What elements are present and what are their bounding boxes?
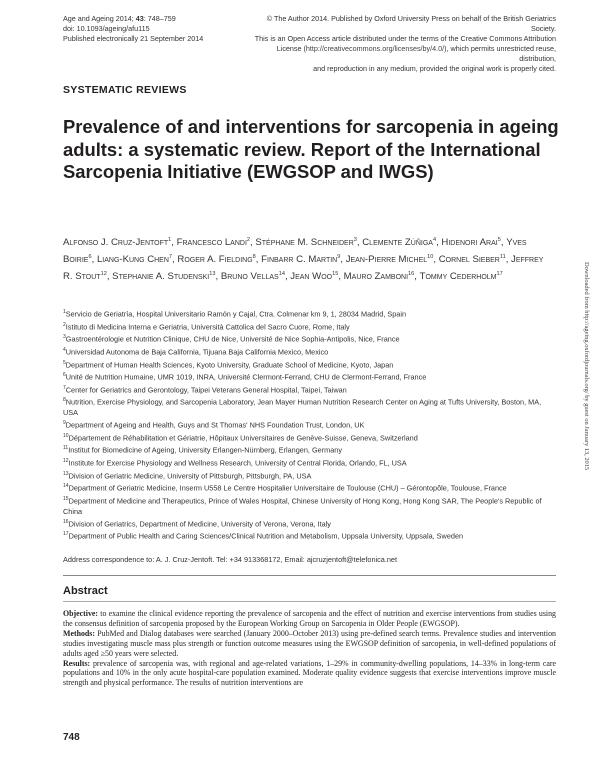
affiliation-item: $^{15}$Department of Medicine and Therapeutics, Prince of Wales Hospital, Chinese University of Hong Kong, Hong Kong SAR, The People's Republic of China [63, 495, 542, 516]
download-watermark: Downloaded from http://ageing.oxfordjournals.org/ by guest on January 13, 2015 [583, 262, 590, 471]
author-name: Jeffrey R. Stout [63, 254, 544, 283]
journal-citation: Age and Ageing 2014; 43: 748–759 [63, 14, 176, 23]
author-affiliation-ref: 5 [497, 237, 501, 243]
author-affiliation-ref: 12 [100, 271, 107, 278]
author-affiliation-ref: 15 [332, 271, 339, 278]
author-name: Alfonso J. Cruz-Jentoft [63, 237, 169, 249]
download-link[interactable]: http://ageing.oxfordjournals.org/ [583, 310, 590, 394]
author-affiliation-ref: 8 [252, 254, 256, 261]
author-name: Mauro Zamboni [343, 271, 409, 283]
author-name: Jean Woo [290, 271, 333, 283]
author-name: Yves Boirie [63, 237, 527, 266]
author-name: Finbarr C. Martin [261, 254, 338, 266]
author-affiliation-ref: 14 [278, 271, 285, 278]
published-date: Published electronically 21 September 2014 [63, 34, 204, 43]
author-name: Stéphane M. Schneider [255, 237, 354, 249]
abstract-objective: Objective: to examine the clinical evidence reporting the prevalence of sarcopenia and the effect of nutrition and exercise interventions from studies using the consensus definition of sarcopenia proposed by the European Working Group on Sarcopenia in Older People (EWGSOP). [63, 609, 556, 628]
author-affiliation-ref: 7 [168, 254, 173, 261]
author-affiliation-ref: 1 [168, 237, 172, 243]
affiliation-list [63, 307, 555, 542]
author-affiliation-ref: 17 [496, 271, 503, 278]
author-name: Francesco Landi [176, 237, 247, 249]
author-name: Bruno Vellas [220, 271, 279, 283]
affiliation-item: $^8$Nutrition, Exercise Physiology, and Sarcopenia Laboratory, Jean Mayer Human Nutrition Research Center on Aging at Tufts University, Boston, MA, USA [63, 397, 542, 417]
affiliation-item: $^2$Istituto di Medicina Interna e Geriatria, Università Cattolica del Sacro Cuore, Rome, Italy [63, 321, 350, 332]
affiliation-item: $^{11}$Institut for Biomedicine of Ageing, University Erlangen-Nürnberg, Erlangen, Germany [63, 445, 342, 455]
author-list: Alfonso J. Cruz-Jentoft$^1$, Francesco Landi$^2$, Stéphane M. Schneider$^3$, Clemente Zúñiga$^4$, Hidenori Arai$^5$, Yves Boirie$^6$, Liang-Kung Chen$^7$, Roger A. Fielding$^8$, Finbarr C. Martin$^9$, Jean-Pierre Michel$^{10}$, Cornel Sieber$^{11}$, Jeffrey R. Stout$^{12}$, Stephanie A. Studenski$^{13}$, Bruno Vellas$^{14}$, Jean Woo$^{15}$, Mauro Zamboni$^{16}$, Tommy Cederholm$^{17}$ [63, 237, 544, 283]
article-title: Prevalence of and interventions for sarcopenia in ageing adults: a systematic review. Report of the International Sarcopenia Initiative (EWGSOP and IWGS) [63, 116, 559, 182]
affiliation-item: $^7$Center for Geriatrics and Gerontology, Taipei Veterans General Hospital, Taipei, Taiwan [63, 384, 347, 395]
abstract-results: Results: prevalence of sarcopenia was, with regional and age-related variations, 1–29% in community-dwelling populations, 14–33% in long-term care populations and 10% in the only acute hospital-care population examined. Moderate quality evidence suggests that exercise interventions improve muscle strength and physical performance. The results of nutrition interventions are [63, 658, 556, 688]
section-label: SYSTEMATIC REVIEWS [63, 84, 187, 96]
author-name: Roger A. Fielding [177, 254, 253, 266]
affiliation-item: $^3$Gastroentérologie et Nutrition Clinique, CHU de Nice, Université de Nice Sophia-Antipolis, Nice, France [63, 334, 400, 344]
author-affiliation-ref: 2 [246, 237, 251, 243]
doi: doi: 10.1093/ageing/afu115 [63, 24, 150, 33]
author-name: Clemente Zúñiga [362, 237, 433, 249]
copyright-notice: © The Author 2014. Published by Oxford University Press on behalf of the British Geriatrics Society. This is an Open Access article distributed under the terms of the Creative Commons Attribution License (http://creativecommons.org/licenses/by/4.0/), which permits unrestricted reuse, distribution, and reproduction in any medium, provided the original work is properly cited. [254, 14, 556, 73]
affiliation-item: $^{13}$Division of Geriatric Medicine, University of Pittsburgh, Pittsburgh, PA, USA [63, 470, 312, 481]
author-affiliation-ref: 9 [337, 254, 341, 261]
abstract-methods: Methods: PubMed and Dialog databases were searched (January 2000–October 2013) using pre-defined search terms. Prevalence studies and intervention studies investigating muscle mass plus strength or function outcome measures using the EWGSOP definition of sarcopenia, in well-defined populations of adults aged ≥50 years were selected. [63, 628, 556, 658]
affiliation-item: $^6$Unité de Nutrition Humaine, UMR 1019, INRA, Université Clermont-Ferrand, CHU de Clermont-Ferrand, France [63, 372, 427, 382]
affiliation-item: $^9$Department of Ageing and Health, Guys and St Thomas' NHS Foundation Trust, London, UK [63, 420, 365, 430]
abstract-heading: Abstract [63, 585, 108, 597]
author-affiliation-ref: 13 [209, 271, 216, 278]
author-affiliation-ref: 16 [408, 271, 415, 278]
author-affiliation-ref: 4 [432, 237, 437, 243]
abstract-body [63, 609, 556, 688]
affiliation-item: $^{10}$Département de Réhabilitation et Gériatrie, Hôpitaux Universitaires de Genève-Suisse, Geneva, Switzerland [63, 432, 418, 443]
journal-header-left [63, 14, 233, 44]
author-affiliation-ref: 3 [353, 237, 357, 243]
affiliation-item: $^{14}$Department of Geriatric Medicine, Inserm U558 Le Centre Hospitalier Universitaire de Toulouse (CHU) – Gérontopôle, Toulouse, France [63, 483, 507, 493]
author-affiliation-ref: 6 [88, 254, 92, 261]
author-name: Tommy Cederholm [419, 271, 497, 283]
author-name: Hidenori Arai [441, 237, 498, 249]
affiliation-item: $^5$Department of Human Health Sciences, Kyoto University, Graduate School of Medicine, Kyoto, Japan [63, 359, 394, 369]
author-name: Liang-Kung Chen [96, 254, 169, 266]
author-name: Stephanie A. Studenski [112, 271, 210, 283]
license-link[interactable]: http://creativecommons.org/licenses/by/4.0/ [305, 44, 445, 53]
affiliation-item: $^{16}$Division of Geriatrics, Department of Medicine, University of Verona, Verona, Italy [63, 518, 331, 529]
page-number: 748 [63, 732, 80, 743]
author-affiliation-ref: 10 [427, 254, 434, 261]
divider [63, 601, 556, 602]
affiliation-item: $^{12}$Institute for Exercise Physiology and Wellness Research, University of Central Florida, Orlando, FL, USA [63, 458, 407, 468]
author-name: Cornel Sieber [438, 254, 500, 266]
divider [63, 575, 556, 576]
author-name: Jean-Pierre Michel [345, 254, 428, 266]
affiliation-item: $^1$Servicio de Geriatría, Hospital Universitario Ramón y Cajal, Ctra. Colmenar km 9, 1, 28034 Madrid, Spain [63, 309, 407, 319]
affiliation-item: $^4$Universidad Autonoma de Baja California, Tijuana Baja California Mexico, Mexico [63, 346, 329, 357]
correspondence: Address correspondence to: A. J. Cruz-Jentoft. Tel: +34 913368172, Email: ajcruzjentoft@telefonica.net [63, 555, 397, 564]
affiliation-item: $^{17}$Department of Public Health and Caring Sciences/Clinical Nutrition and Metabolism, Uppsala University, Uppsala, Sweden [63, 531, 464, 541]
author-affiliation-ref: 11 [499, 254, 506, 261]
